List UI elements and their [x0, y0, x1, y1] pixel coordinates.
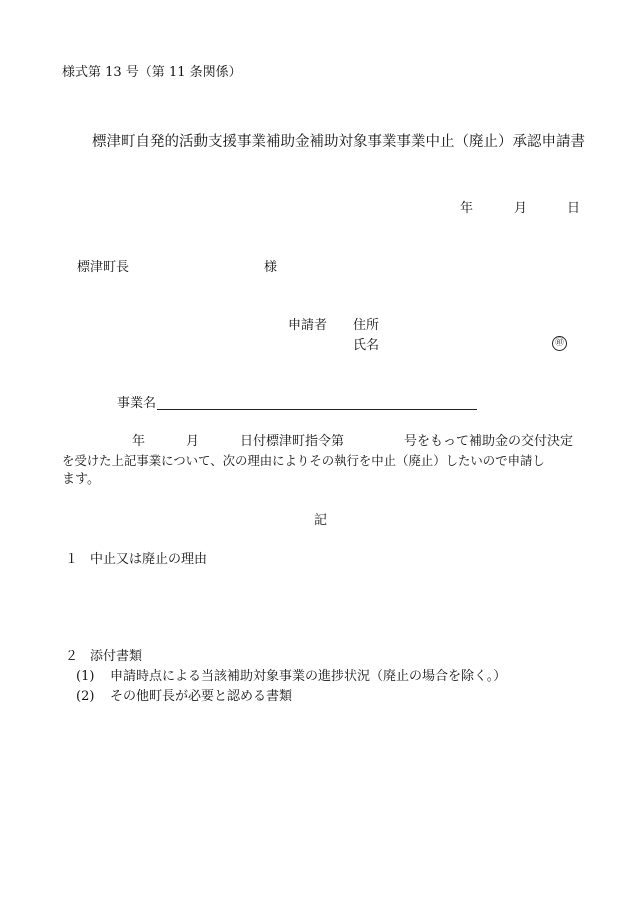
- body-year: 年: [132, 434, 146, 449]
- ki-heading: 記: [314, 513, 328, 528]
- body-line1-rest: 号をもって補助金の交付決定: [404, 434, 574, 449]
- address-label: 住所: [353, 318, 380, 333]
- addressee-honorific: 様: [264, 260, 278, 275]
- section2-text: 添付書類: [90, 649, 143, 664]
- applicant-label: 申請者: [288, 318, 328, 333]
- project-name-underline: [157, 409, 477, 410]
- attachment-item-1-text: 申請時点による当該補助対象事業の進捗状況（廃止の場合を除く。）: [110, 669, 507, 684]
- body-line2: を受けた上記事業について、次の理由によりその執行を中止（廃止）したいので申請し: [62, 453, 545, 468]
- body-day-text: 日付標津町指令第: [240, 434, 345, 449]
- attachment-item-2-number: (2): [76, 689, 95, 704]
- attachment-item-2-text: その他町長が必要と認める書類: [110, 689, 293, 704]
- addressee-name: 標津町長: [77, 260, 130, 275]
- form-number: 様式第 13 号（第 11 条関係）: [62, 65, 242, 80]
- date-day-label: 日: [567, 201, 581, 216]
- body-month: 月: [186, 434, 200, 449]
- document-title: 標津町自発的活動支援事業補助金補助対象事業事業中止（廃止）承認申請書: [92, 134, 585, 150]
- section1-number: １: [65, 552, 79, 567]
- name-label: 氏名: [353, 338, 380, 353]
- project-name-label: 事業名: [117, 396, 157, 411]
- attachment-item-1-number: (1): [76, 669, 95, 684]
- date-month-label: 月: [514, 201, 528, 216]
- body-line3: ます。: [62, 472, 100, 487]
- seal-mark: ㊞: [552, 336, 567, 351]
- section1-text: 中止又は廃止の理由: [90, 552, 208, 567]
- section2-number: ２: [65, 649, 79, 664]
- date-year-label: 年: [460, 201, 474, 216]
